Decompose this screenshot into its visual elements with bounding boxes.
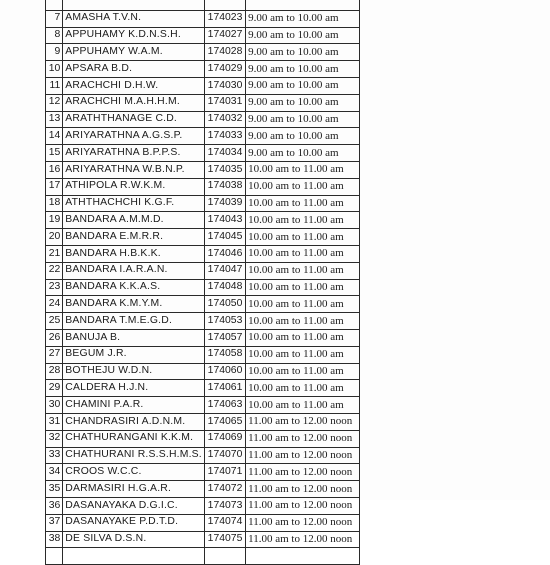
table-row — [46, 481, 360, 498]
time-slot: 9.00 am to 10.00 am — [246, 44, 360, 61]
student-name: CHATHURANGANI K.K.M. — [63, 430, 205, 447]
time-slot: 11.00 am to 12.00 noon — [246, 531, 360, 548]
row-number: 9 — [46, 44, 63, 61]
time-slot: 9.00 am to 10.00 am — [246, 77, 360, 94]
index-number: 174060 — [204, 363, 245, 380]
student-name — [63, 548, 205, 565]
time-slot: 11.00 am to 12.00 noon — [246, 497, 360, 514]
time-slot: 10.00 am to 11.00 am — [246, 161, 360, 178]
time-slot: 9.00 am to 10.00 am — [246, 111, 360, 128]
table-row — [46, 380, 360, 397]
index-number: 174035 — [204, 161, 245, 178]
student-name: ARIYARATHNA A.G.S.P. — [63, 128, 205, 145]
index-number: 174047 — [204, 262, 245, 279]
row-number: 25 — [46, 313, 63, 330]
index-number: 174070 — [204, 447, 245, 464]
index-number: 174028 — [204, 44, 245, 61]
student-name: CHATHURANI R.S.S.H.M.S. — [63, 447, 205, 464]
row-number: 11 — [46, 77, 63, 94]
index-number: 174033 — [204, 128, 245, 145]
row-number: 26 — [46, 329, 63, 346]
table-row — [46, 279, 360, 296]
index-number: 174027 — [204, 27, 245, 44]
row-number — [46, 548, 63, 565]
table-row — [46, 363, 360, 380]
student-name: BANDARA I.A.R.A.N. — [63, 262, 205, 279]
time-slot: 10.00 am to 11.00 am — [246, 346, 360, 363]
time-slot: 10.00 am to 11.00 am — [246, 245, 360, 262]
time-slot: 9.00 am to 10.00 am — [246, 27, 360, 44]
student-name: DASANAYAKA D.G.I.C. — [63, 497, 205, 514]
student-name: ARACHCHI D.H.W. — [63, 77, 205, 94]
row-number: 7 — [46, 10, 63, 27]
index-number: 174046 — [204, 245, 245, 262]
row-number: 18 — [46, 195, 63, 212]
time-slot: 11.00 am to 12.00 noon — [246, 430, 360, 447]
time-slot: 11.00 am to 12.00 noon — [246, 413, 360, 430]
table-row — [46, 161, 360, 178]
exam-schedule-table — [45, 0, 360, 565]
index-number: 174058 — [204, 346, 245, 363]
row-number: 17 — [46, 178, 63, 195]
index-number: 174075 — [204, 531, 245, 548]
student-name: ARACHCHI M.A.H.H.M. — [63, 94, 205, 111]
student-name: BANDARA A.M.M.D. — [63, 212, 205, 229]
time-slot: 9.00 am to 10.00 am — [246, 10, 360, 27]
index-number: 174050 — [204, 296, 245, 313]
table-row — [46, 329, 360, 346]
index-number: 174048 — [204, 279, 245, 296]
time-slot: 10.00 am to 11.00 am — [246, 296, 360, 313]
student-name: ARIYARATHNA W.B.N.P. — [63, 161, 205, 178]
time-slot — [246, 548, 360, 565]
student-name: CALDERA H.J.N. — [63, 380, 205, 397]
student-name: CROOS W.C.C. — [63, 464, 205, 481]
time-slot: 10.00 am to 11.00 am — [246, 397, 360, 414]
table-row — [46, 10, 360, 27]
row-number: 19 — [46, 212, 63, 229]
time-slot: 9.00 am to 10.00 am — [246, 145, 360, 162]
time-slot: 10.00 am to 11.00 am — [246, 279, 360, 296]
table-row — [46, 262, 360, 279]
row-number: 21 — [46, 245, 63, 262]
row-number: 36 — [46, 497, 63, 514]
index-number: 174074 — [204, 514, 245, 531]
table-row — [46, 44, 360, 61]
student-name: ATHTHACHCHI K.G.F. — [63, 195, 205, 212]
student-name: DARMASIRI H.G.A.R. — [63, 481, 205, 498]
time-slot: 11.00 am to 12.00 noon — [246, 464, 360, 481]
index-number: 174053 — [204, 313, 245, 330]
student-name: CHANDRASIRI A.D.N.M. — [63, 413, 205, 430]
index-number: 174069 — [204, 430, 245, 447]
index-number: 174034 — [204, 145, 245, 162]
time-slot: 10.00 am to 11.00 am — [246, 313, 360, 330]
index-number: 174057 — [204, 329, 245, 346]
table-row — [46, 229, 360, 246]
student-name: CHAMINI P.A.R. — [63, 397, 205, 414]
time-slot: 10.00 am to 11.00 am — [246, 195, 360, 212]
student-name: DASANAYAKE P.D.T.D. — [63, 514, 205, 531]
row-number: 16 — [46, 161, 63, 178]
time-slot: 11.00 am to 12.00 noon — [246, 481, 360, 498]
student-name: BANDARA T.M.E.G.D. — [63, 313, 205, 330]
time-slot: 10.00 am to 11.00 am — [246, 380, 360, 397]
row-number — [46, 0, 63, 10]
row-number: 23 — [46, 279, 63, 296]
index-number: 174071 — [204, 464, 245, 481]
time-slot — [246, 0, 360, 10]
table-row — [46, 397, 360, 414]
index-number: 174029 — [204, 61, 245, 78]
table-row — [46, 128, 360, 145]
index-number: 174073 — [204, 497, 245, 514]
table-row — [46, 178, 360, 195]
row-number: 14 — [46, 128, 63, 145]
index-number: 174030 — [204, 77, 245, 94]
student-name: BEGUM J.R. — [63, 346, 205, 363]
row-number: 31 — [46, 413, 63, 430]
index-number — [204, 548, 245, 565]
time-slot: 10.00 am to 11.00 am — [246, 329, 360, 346]
row-number: 12 — [46, 94, 63, 111]
index-number: 174065 — [204, 413, 245, 430]
index-number: 174031 — [204, 94, 245, 111]
student-name: BANUJA B. — [63, 329, 205, 346]
index-number: 174045 — [204, 229, 245, 246]
index-number: 174072 — [204, 481, 245, 498]
table-row — [46, 111, 360, 128]
row-number: 8 — [46, 27, 63, 44]
student-name — [63, 0, 205, 10]
table-row — [46, 514, 360, 531]
student-name: BANDARA K.K.A.S. — [63, 279, 205, 296]
student-name: DE SILVA D.S.N. — [63, 531, 205, 548]
time-slot: 9.00 am to 10.00 am — [246, 61, 360, 78]
time-slot: 11.00 am to 12.00 noon — [246, 447, 360, 464]
index-number: 174043 — [204, 212, 245, 229]
index-number: 174023 — [204, 10, 245, 27]
table-row — [46, 27, 360, 44]
table-row — [46, 413, 360, 430]
table-row — [46, 0, 360, 10]
student-name: BANDARA K.M.Y.M. — [63, 296, 205, 313]
table-row — [46, 296, 360, 313]
student-name: ARIYARATHNA B.P.P.S. — [63, 145, 205, 162]
row-number: 35 — [46, 481, 63, 498]
time-slot: 10.00 am to 11.00 am — [246, 178, 360, 195]
student-name: BANDARA H.B.K.K. — [63, 245, 205, 262]
row-number: 32 — [46, 430, 63, 447]
student-name: ATHIPOLA R.W.K.M. — [63, 178, 205, 195]
row-number: 29 — [46, 380, 63, 397]
row-number: 15 — [46, 145, 63, 162]
table-row — [46, 77, 360, 94]
time-slot: 10.00 am to 11.00 am — [246, 212, 360, 229]
row-number: 27 — [46, 346, 63, 363]
table-row — [46, 346, 360, 363]
table-row — [46, 145, 360, 162]
time-slot: 10.00 am to 11.00 am — [246, 262, 360, 279]
time-slot: 9.00 am to 10.00 am — [246, 94, 360, 111]
row-number: 28 — [46, 363, 63, 380]
table-row — [46, 531, 360, 548]
index-number: 174063 — [204, 397, 245, 414]
table-row — [46, 430, 360, 447]
table-row — [46, 94, 360, 111]
table-row — [46, 61, 360, 78]
time-slot: 10.00 am to 11.00 am — [246, 229, 360, 246]
table-row — [46, 212, 360, 229]
index-number: 174032 — [204, 111, 245, 128]
student-name: ARATHTHANAGE C.D. — [63, 111, 205, 128]
row-number: 37 — [46, 514, 63, 531]
index-number: 174061 — [204, 380, 245, 397]
student-name: AMASHA T.V.N. — [63, 10, 205, 27]
schedule-table-body — [46, 0, 360, 565]
student-name: APPUHAMY W.A.M. — [63, 44, 205, 61]
table-row — [46, 245, 360, 262]
row-number: 20 — [46, 229, 63, 246]
table-row — [46, 447, 360, 464]
index-number: 174038 — [204, 178, 245, 195]
table-row — [46, 195, 360, 212]
index-number — [204, 0, 245, 10]
row-number: 33 — [46, 447, 63, 464]
student-name: BOTHEJU W.D.N. — [63, 363, 205, 380]
row-number: 10 — [46, 61, 63, 78]
time-slot: 10.00 am to 11.00 am — [246, 363, 360, 380]
row-number: 24 — [46, 296, 63, 313]
row-number: 38 — [46, 531, 63, 548]
row-number: 13 — [46, 111, 63, 128]
time-slot: 11.00 am to 12.00 noon — [246, 514, 360, 531]
row-number: 34 — [46, 464, 63, 481]
student-name: APSARA B.D. — [63, 61, 205, 78]
row-number: 22 — [46, 262, 63, 279]
time-slot: 9.00 am to 10.00 am — [246, 128, 360, 145]
table-row — [46, 313, 360, 330]
index-number: 174039 — [204, 195, 245, 212]
table-row — [46, 464, 360, 481]
student-name: BANDARA E.M.R.R. — [63, 229, 205, 246]
row-number: 30 — [46, 397, 63, 414]
student-name: APPUHAMY K.D.N.S.H. — [63, 27, 205, 44]
table-row — [46, 548, 360, 565]
